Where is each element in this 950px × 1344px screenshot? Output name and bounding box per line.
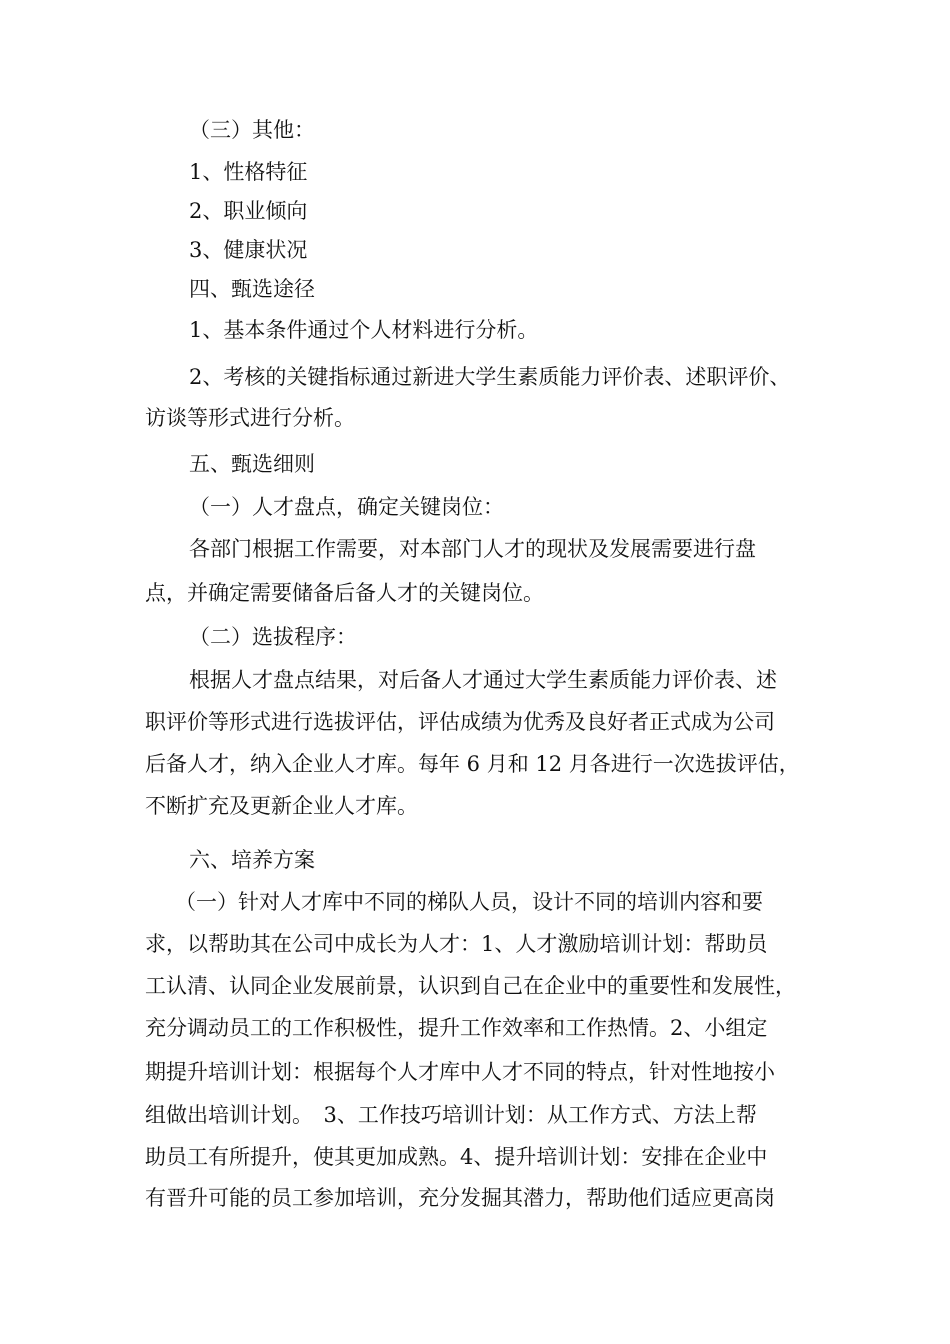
paragraph-line: 根据人才盘点结果，对后备人才通过大学生素质能力评价表、述: [189, 668, 777, 692]
paragraph-line: 后备人才，纳入企业人才库。每年 6 月和 12 月各进行一次选拔评估，: [145, 752, 800, 776]
paragraph-line: 期提升培训计划：根据每个人才库中人才不同的特点，针对性地按小: [145, 1060, 775, 1084]
paragraph-line: 有晋升可能的员工参加培训，充分发掘其潜力，帮助他们适应更高岗: [145, 1186, 775, 1210]
paragraph-line: 助员工有所提升，使其更加成熟。4、提升培训计划：安排在企业中: [145, 1145, 768, 1169]
paragraph-line: 访谈等形式进行分析。: [145, 406, 355, 430]
list-item: 3、健康状况: [189, 238, 308, 262]
section-heading: 四、甄选途径: [189, 277, 315, 301]
paragraph-line: （一）针对人才库中不同的梯队人员，设计不同的培训内容和要: [175, 890, 763, 914]
section-heading: 五、甄选细则: [189, 452, 315, 476]
paragraph-line: 点，并确定需要储备后备人才的关键岗位。: [145, 581, 544, 605]
list-item: 1、基本条件通过个人材料进行分析。: [189, 318, 539, 342]
subsection-heading: （二）选拔程序：: [189, 625, 357, 649]
list-item: 2、考核的关键指标通过新进大学生素质能力评价表、述职评价、: [189, 365, 791, 389]
paragraph-line: 组做出培训计划。 3、工作技巧培训计划：从工作方式、方法上帮: [145, 1103, 757, 1127]
subsection-heading: （一）人才盘点，确定关键岗位：: [189, 495, 504, 519]
paragraph-line: 职评价等形式进行选拔评估，评估成绩为优秀及良好者正式成为公司: [145, 710, 775, 734]
paragraph-line: 各部门根据工作需要，对本部门人才的现状及发展需要进行盘: [189, 537, 756, 561]
list-item: 1、性格特征: [189, 160, 308, 184]
paragraph-line: 充分调动员工的工作积极性，提升工作效率和工作热情。2、小组定: [145, 1016, 768, 1040]
paragraph-line: 工认清、认同企业发展前景，认识到自己在企业中的重要性和发展性，: [145, 974, 796, 998]
list-item: 2、职业倾向: [189, 199, 308, 223]
paragraph-line: 求，以帮助其在公司中成长为人才：1、人才激励培训计划：帮助员: [145, 932, 768, 956]
paragraph-line: 不断扩充及更新企业人才库。: [145, 794, 418, 818]
subsection-heading: （三）其他：: [189, 118, 315, 142]
section-heading: 六、培养方案: [189, 848, 315, 872]
